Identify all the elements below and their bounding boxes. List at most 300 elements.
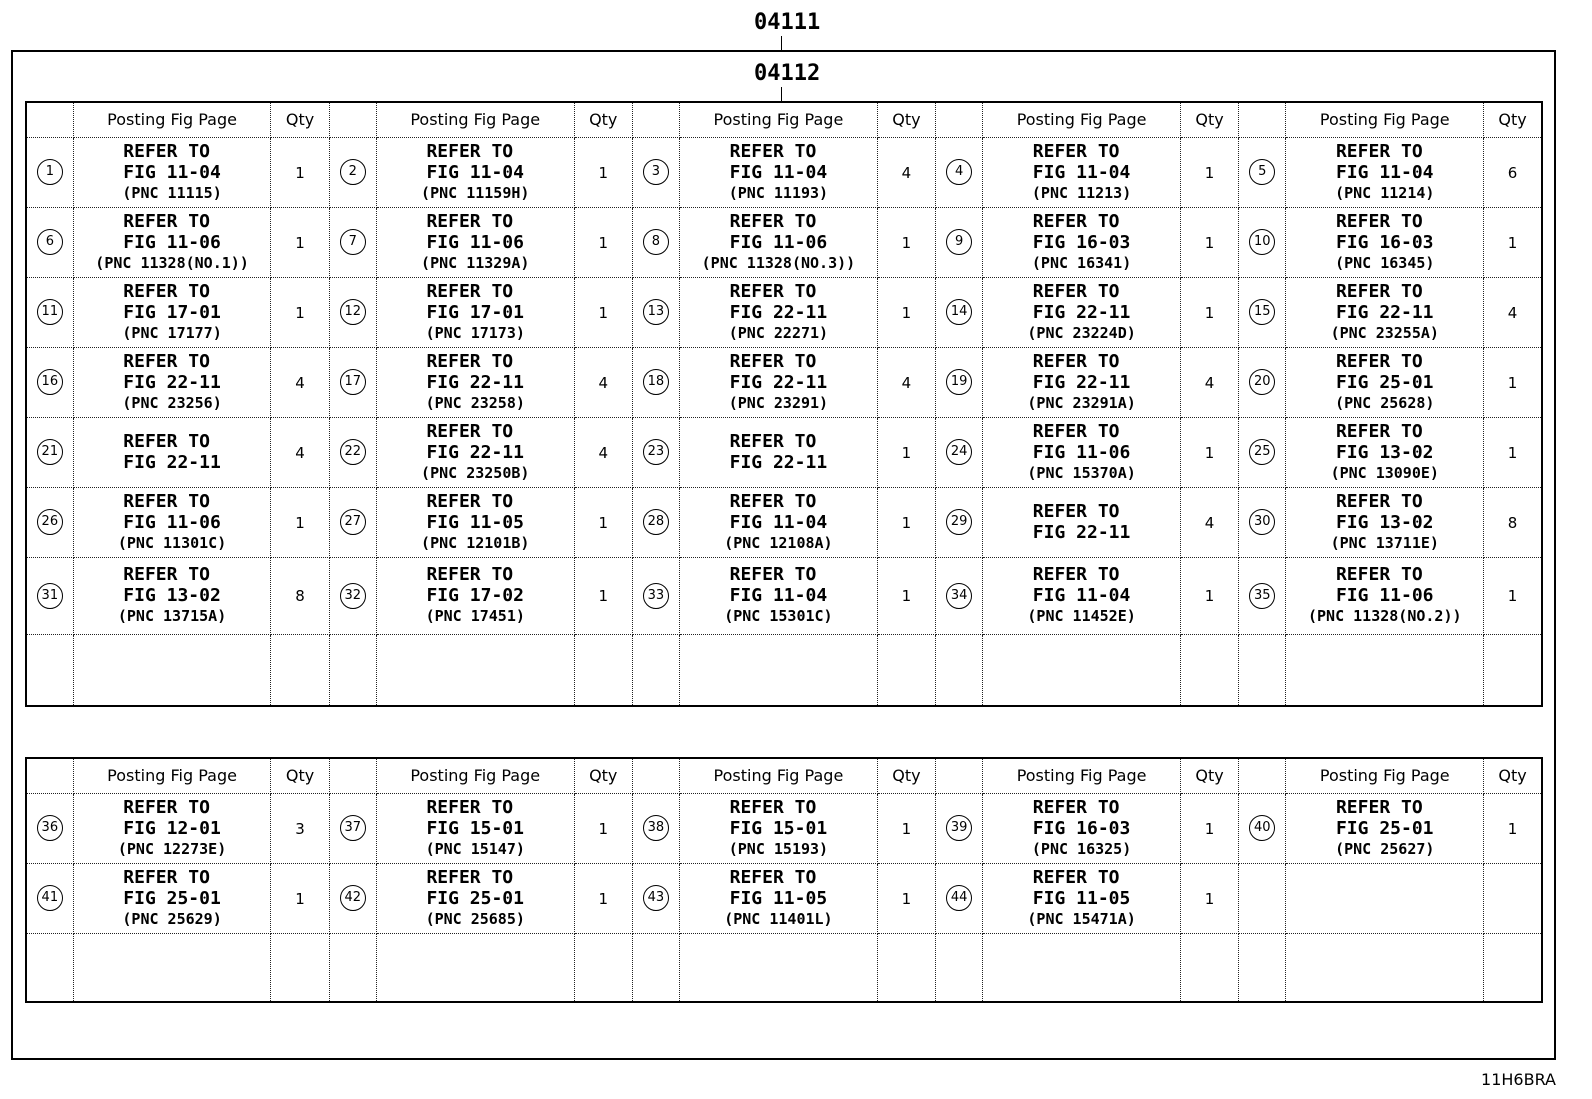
qty-cell (1484, 137, 1542, 207)
item-number-circle: 9 (946, 229, 972, 255)
fig-reference-link[interactable]: FIG 13-02 (1335, 511, 1434, 533)
item-number-cell (1239, 487, 1286, 557)
pnc-code: (PNC 25627) (1335, 839, 1435, 858)
fig-reference-link[interactable]: FIG 11-05 (729, 887, 828, 909)
fig-reference-link[interactable]: FIG 11-06 (1032, 441, 1131, 463)
qty-cell (271, 137, 329, 207)
qty-value: 4 (901, 373, 912, 392)
fig-reference-link[interactable]: FIG 22-11 (1032, 301, 1131, 323)
item-number-cell (329, 137, 376, 207)
refer-to-text: REFER TO (1032, 501, 1120, 522)
posting-fig-page-cell (1286, 793, 1484, 863)
posting-fig-page-cell (1286, 557, 1484, 634)
item-number-cell (26, 933, 73, 1002)
fig-reference-link[interactable]: FIG 25-01 (426, 887, 524, 909)
reference-block (680, 797, 877, 860)
item-number-circle: 12 (340, 299, 366, 325)
header-posting-fig-page: Posting Fig Page (73, 102, 271, 137)
qty-cell (271, 487, 329, 557)
reference-block (680, 281, 877, 344)
item-number-cell (329, 277, 376, 347)
qty-value: 4 (295, 373, 305, 392)
fig-reference-link[interactable]: FIG 11-06 (729, 231, 828, 253)
pnc-code: (PNC 15301C) (724, 607, 833, 625)
qty-value: 1 (901, 513, 912, 532)
posting-fig-page-cell (983, 863, 1181, 933)
qty-cell (271, 347, 329, 417)
item-number-circle: 8 (643, 229, 669, 255)
fig-reference-link[interactable]: FIG 11-06 (123, 511, 221, 533)
refer-to-text: REFER TO (1335, 490, 1423, 512)
item-number-cell (632, 557, 679, 634)
qty-value: 1 (295, 303, 305, 322)
inner-leader-line (781, 87, 782, 101)
posting-fig-page-cell (1286, 277, 1484, 347)
pnc-code: (PNC 23291A) (1027, 393, 1136, 412)
item-number-cell (1239, 417, 1286, 487)
reference-block (680, 431, 877, 473)
qty-cell (271, 634, 329, 706)
item-number-circle: 34 (946, 583, 972, 609)
header-qty: Qty (574, 102, 632, 137)
qty-cell (877, 487, 935, 557)
header-qty: Qty (1484, 758, 1542, 793)
qty-cell (1180, 137, 1238, 207)
qty-cell (1180, 277, 1238, 347)
reference-block (74, 491, 271, 554)
posting-fig-page-cell (983, 417, 1181, 487)
pnc-code: (PNC 12108A) (724, 533, 833, 552)
item-number-cell (632, 207, 679, 277)
item-number-cell (26, 634, 73, 706)
item-number-cell (936, 793, 983, 863)
qty-value: 1 (901, 443, 912, 462)
fig-reference-link[interactable]: FIG 11-04 (729, 511, 828, 533)
fig-reference-link[interactable]: FIG 25-01 (1335, 371, 1434, 393)
item-number-cell (1239, 347, 1286, 417)
reference-block (377, 141, 574, 204)
posting-fig-page-cell (73, 863, 271, 933)
pnc-code: (PNC 11328(NO.1)) (95, 253, 249, 272)
pnc-code: (PNC 17177) (122, 323, 222, 342)
qty-value: 3 (295, 819, 305, 838)
reference-block (983, 797, 1180, 860)
fig-reference-link[interactable]: FIG 11-06 (426, 231, 524, 253)
reference-block (680, 351, 877, 414)
item-number-circle: 41 (37, 885, 63, 911)
refer-to-text: REFER TO (1032, 350, 1120, 372)
fig-reference-link[interactable]: FIG 25-01 (1335, 817, 1434, 839)
fig-reference-link[interactable]: FIG 16-03 (1032, 817, 1131, 839)
qty-cell (1484, 863, 1542, 933)
item-number-circle: 30 (1249, 509, 1275, 535)
qty-cell (877, 793, 935, 863)
item-number-cell (936, 417, 983, 487)
posting-fig-page-cell (983, 207, 1181, 277)
reference-table-2 (25, 757, 1543, 1003)
item-number-circle: 43 (643, 885, 669, 911)
posting-fig-page-cell (680, 557, 878, 634)
pnc-code: (PNC 16345) (1335, 253, 1435, 272)
item-number-circle: 31 (37, 583, 63, 609)
refer-to-text: REFER TO (729, 210, 817, 232)
refer-to-text: REFER TO (729, 490, 817, 512)
item-number-circle: 28 (643, 509, 669, 535)
qty-cell (1180, 634, 1238, 706)
qty-cell (1180, 933, 1238, 1002)
header-posting-fig-page: Posting Fig Page (680, 102, 878, 137)
posting-fig-page-cell (1286, 933, 1484, 1002)
reference-block (74, 141, 271, 204)
reference-block (74, 351, 271, 414)
pnc-code: (PNC 15370A) (1027, 463, 1136, 482)
fig-reference-link[interactable]: FIG 11-04 (1335, 161, 1434, 183)
header-qty: Qty (877, 102, 935, 137)
reference-block (377, 491, 574, 554)
item-number-circle: 2 (340, 159, 366, 185)
fig-reference-link[interactable]: FIG 22-11 (1335, 301, 1434, 323)
item-number-circle: 17 (340, 369, 366, 395)
item-number-circle: 38 (643, 815, 669, 841)
fig-reference-link[interactable]: FIG 22-11 (729, 371, 828, 393)
posting-fig-page-cell (1286, 487, 1484, 557)
item-number-cell (329, 487, 376, 557)
item-number-circle: 33 (643, 583, 669, 609)
pnc-code: (PNC 16341) (1031, 253, 1132, 272)
qty-cell (271, 557, 329, 634)
posting-fig-page-cell (376, 634, 574, 706)
refer-to-text: REFER TO (1032, 420, 1120, 442)
reference-block (983, 501, 1180, 543)
pnc-code: (PNC 11159H) (421, 183, 530, 202)
item-number-cell (1239, 863, 1286, 933)
item-number-cell (329, 417, 376, 487)
fig-reference-link[interactable]: FIG 17-01 (123, 301, 221, 323)
pnc-code: (PNC 11213) (1031, 183, 1132, 202)
posting-fig-page-cell (680, 487, 878, 557)
qty-cell (574, 557, 632, 634)
qty-cell (1180, 793, 1238, 863)
posting-fig-page-cell (983, 347, 1181, 417)
refer-to-text: REFER TO (426, 420, 514, 442)
pnc-code: (PNC 15471A) (1027, 909, 1136, 928)
fig-reference-link[interactable]: FIG 11-04 (1032, 585, 1131, 606)
posting-fig-page-cell (73, 207, 271, 277)
item-number-cell (26, 863, 73, 933)
fig-reference-link[interactable]: FIG 16-03 (1335, 231, 1434, 253)
qty-value: 1 (901, 587, 912, 605)
qty-value: 1 (1204, 443, 1215, 462)
fig-reference-link[interactable]: FIG 13-02 (123, 585, 221, 606)
header-qty: Qty (1180, 758, 1238, 793)
posting-fig-page-cell (983, 793, 1181, 863)
header-qty: Qty (1484, 102, 1542, 137)
item-number-circle: 40 (1249, 815, 1275, 841)
item-number-cell (26, 487, 73, 557)
fig-reference-link[interactable]: FIG 15-01 (426, 817, 524, 839)
pnc-code: (PNC 13090E) (1330, 463, 1439, 482)
qty-value: 6 (1507, 163, 1518, 182)
refer-to-text: REFER TO (1032, 866, 1120, 888)
posting-fig-page-cell (680, 347, 878, 417)
fig-reference-link[interactable]: FIG 22-11 (426, 371, 524, 393)
fig-reference-link[interactable]: FIG 22-11 (1032, 522, 1131, 543)
refer-to-text: REFER TO (1335, 210, 1423, 232)
qty-value: 1 (1507, 373, 1518, 392)
posting-fig-page-cell (1286, 417, 1484, 487)
qty-value: 8 (1507, 513, 1518, 532)
posting-fig-page-cell (376, 793, 574, 863)
header-qty: Qty (877, 758, 935, 793)
qty-value: 1 (1204, 303, 1215, 322)
refer-to-text: REFER TO (123, 490, 210, 512)
reference-block (1286, 491, 1483, 554)
item-number-cell (1239, 207, 1286, 277)
refer-to-text: REFER TO (426, 350, 514, 372)
qty-cell (877, 277, 935, 347)
fig-reference-link[interactable]: FIG 11-04 (426, 161, 524, 183)
posting-fig-page-cell (680, 863, 878, 933)
qty-value: 4 (1507, 303, 1518, 322)
reference-block (680, 867, 877, 930)
header-index-cell (936, 758, 983, 793)
item-number-cell (329, 793, 376, 863)
posting-fig-page-cell (1286, 137, 1484, 207)
posting-fig-page-cell (983, 933, 1181, 1002)
posting-fig-page-cell (680, 277, 878, 347)
fig-reference-link[interactable]: FIG 17-01 (426, 301, 524, 323)
header-row (26, 102, 1542, 137)
reference-block (74, 797, 271, 860)
refer-to-text: REFER TO (123, 280, 210, 302)
item-number-circle: 22 (340, 439, 366, 465)
reference-block (983, 421, 1180, 484)
pnc-code: (PNC 25685) (425, 909, 525, 928)
header-posting-fig-page: Posting Fig Page (1286, 102, 1484, 137)
fig-reference-link[interactable]: FIG 22-11 (123, 371, 221, 393)
posting-fig-page-cell (73, 487, 271, 557)
reference-block (74, 281, 271, 344)
header-posting-fig-page: Posting Fig Page (376, 758, 574, 793)
posting-fig-page-cell (680, 207, 878, 277)
fig-reference-link[interactable]: FIG 25-01 (123, 887, 221, 909)
item-number-cell (1239, 137, 1286, 207)
fig-reference-link[interactable]: FIG 11-04 (123, 161, 221, 183)
qty-value: 1 (295, 513, 305, 532)
refer-to-text: REFER TO (729, 280, 817, 302)
item-number-circle: 25 (1249, 439, 1275, 465)
posting-fig-page-cell (73, 347, 271, 417)
header-qty: Qty (271, 758, 329, 793)
refer-to-text: REFER TO (123, 350, 210, 372)
qty-value: 1 (1204, 819, 1215, 838)
refer-to-text: REFER TO (426, 490, 514, 512)
item-number-cell (936, 137, 983, 207)
posting-fig-page-cell (983, 277, 1181, 347)
item-number-cell (329, 634, 376, 706)
table-row (26, 557, 1542, 634)
qty-cell (574, 347, 632, 417)
qty-cell (271, 207, 329, 277)
qty-value: 1 (1204, 889, 1215, 908)
item-number-circle: 20 (1249, 369, 1275, 395)
fig-reference-link[interactable]: FIG 16-03 (1032, 231, 1131, 253)
fig-reference-link[interactable]: FIG 15-01 (729, 817, 828, 839)
pnc-code: (PNC 25629) (122, 909, 222, 928)
refer-to-text: REFER TO (1335, 280, 1423, 302)
fig-reference-link[interactable]: FIG 11-05 (1032, 887, 1131, 909)
reference-block (377, 797, 574, 860)
refer-to-text: REFER TO (1335, 140, 1423, 162)
fig-reference-link[interactable]: FIG 11-05 (426, 511, 524, 533)
fig-reference-link[interactable]: FIG 22-11 (729, 452, 828, 473)
posting-fig-page-cell (376, 137, 574, 207)
item-number-cell (936, 487, 983, 557)
refer-to-text: REFER TO (1335, 796, 1423, 818)
table-row (26, 277, 1542, 347)
reference-block (983, 867, 1180, 930)
reference-block (377, 351, 574, 414)
item-number-circle: 27 (340, 509, 366, 535)
reference-block (74, 564, 271, 627)
fig-reference-link[interactable]: FIG 22-11 (729, 301, 828, 323)
qty-cell (574, 634, 632, 706)
header-posting-fig-page: Posting Fig Page (1286, 758, 1484, 793)
pnc-code: (PNC 16325) (1031, 839, 1132, 858)
reference-block (1286, 281, 1483, 344)
pnc-code: (PNC 17451) (425, 607, 525, 625)
reference-block (74, 867, 271, 930)
fig-reference-link[interactable]: FIG 22-11 (426, 441, 524, 463)
qty-value: 1 (1507, 587, 1518, 605)
item-number-circle: 3 (643, 159, 669, 185)
item-number-cell (632, 933, 679, 1002)
item-number-cell (936, 207, 983, 277)
fig-reference-link[interactable]: FIG 11-04 (729, 161, 828, 183)
item-number-cell (329, 863, 376, 933)
qty-value: 1 (1204, 587, 1215, 605)
header-index-cell (26, 102, 73, 137)
item-number-cell (1239, 277, 1286, 347)
fig-reference-link[interactable]: FIG 12-01 (123, 817, 221, 839)
qty-value: 1 (598, 233, 608, 252)
qty-cell (1484, 277, 1542, 347)
refer-to-text: REFER TO (123, 431, 210, 452)
item-number-circle: 24 (946, 439, 972, 465)
pnc-code: (PNC 23256) (122, 393, 222, 412)
header-index-cell (1239, 758, 1286, 793)
posting-fig-page-cell (983, 557, 1181, 634)
qty-value: 4 (1204, 513, 1215, 532)
reference-block (377, 281, 574, 344)
item-number-circle: 37 (340, 815, 366, 841)
posting-fig-page-cell (1286, 634, 1484, 706)
table-row (26, 137, 1542, 207)
refer-to-text: REFER TO (426, 280, 514, 302)
qty-value: 1 (598, 513, 608, 532)
fig-reference-link[interactable]: FIG 22-11 (1032, 371, 1131, 393)
reference-block (377, 421, 574, 484)
posting-fig-page-cell (1286, 863, 1484, 933)
qty-value: 1 (598, 303, 608, 322)
fig-reference-link[interactable]: FIG 11-04 (729, 585, 828, 606)
qty-cell (877, 207, 935, 277)
header-index-cell (26, 758, 73, 793)
table-row (26, 634, 1542, 706)
fig-reference-link[interactable]: FIG 11-06 (1335, 585, 1434, 606)
fig-reference-link[interactable]: FIG 22-11 (123, 452, 221, 473)
table-row (26, 417, 1542, 487)
qty-value: 1 (1507, 819, 1518, 838)
reference-block (680, 211, 877, 274)
posting-fig-page-cell (680, 933, 878, 1002)
header-qty: Qty (574, 758, 632, 793)
fig-reference-link[interactable]: FIG 13-02 (1335, 441, 1434, 463)
qty-value: 1 (295, 163, 305, 182)
reference-block (1286, 141, 1483, 204)
pnc-code: (PNC 11452E) (1027, 607, 1136, 625)
item-number-cell (632, 793, 679, 863)
pnc-code: (PNC 25628) (1335, 393, 1435, 412)
pnc-code: (PNC 23258) (425, 393, 525, 412)
qty-cell (1180, 557, 1238, 634)
item-number-circle: 16 (37, 369, 63, 395)
item-number-circle: 1 (37, 159, 63, 185)
item-number-cell (936, 557, 983, 634)
refer-to-text: REFER TO (729, 350, 817, 372)
posting-fig-page-cell (376, 277, 574, 347)
posting-fig-page-cell (73, 793, 271, 863)
qty-cell (271, 863, 329, 933)
qty-cell (1484, 207, 1542, 277)
header-index-cell (329, 758, 376, 793)
item-number-cell (936, 277, 983, 347)
item-number-cell (26, 557, 73, 634)
fig-reference-link[interactable]: FIG 11-04 (1032, 161, 1131, 183)
qty-cell (271, 417, 329, 487)
refer-to-text: REFER TO (1335, 350, 1423, 372)
item-number-circle: 19 (946, 369, 972, 395)
header-posting-fig-page: Posting Fig Page (983, 758, 1181, 793)
qty-value: 4 (295, 443, 305, 462)
refer-to-text: REFER TO (123, 866, 210, 888)
item-number-cell (632, 137, 679, 207)
qty-cell (574, 277, 632, 347)
fig-reference-link[interactable]: FIG 17-02 (426, 585, 524, 606)
qty-cell (574, 487, 632, 557)
refer-to-text: REFER TO (426, 796, 514, 818)
item-number-cell (936, 634, 983, 706)
reference-block (377, 867, 574, 930)
qty-cell (877, 137, 935, 207)
item-number-circle: 29 (946, 509, 972, 535)
reference-block (377, 211, 574, 274)
qty-cell (1484, 347, 1542, 417)
header-posting-fig-page: Posting Fig Page (983, 102, 1181, 137)
pnc-code: (PNC 15147) (425, 839, 525, 858)
pnc-code: (PNC 23255A) (1330, 323, 1439, 342)
reference-block (983, 351, 1180, 414)
qty-value: 1 (901, 303, 912, 322)
reference-block (983, 281, 1180, 344)
item-number-cell (1239, 793, 1286, 863)
fig-reference-link[interactable]: FIG 11-06 (123, 231, 221, 253)
refer-to-text: REFER TO (426, 564, 514, 585)
header-row (26, 758, 1542, 793)
qty-cell (574, 207, 632, 277)
qty-value: 4 (1204, 373, 1215, 392)
item-number-cell (26, 277, 73, 347)
